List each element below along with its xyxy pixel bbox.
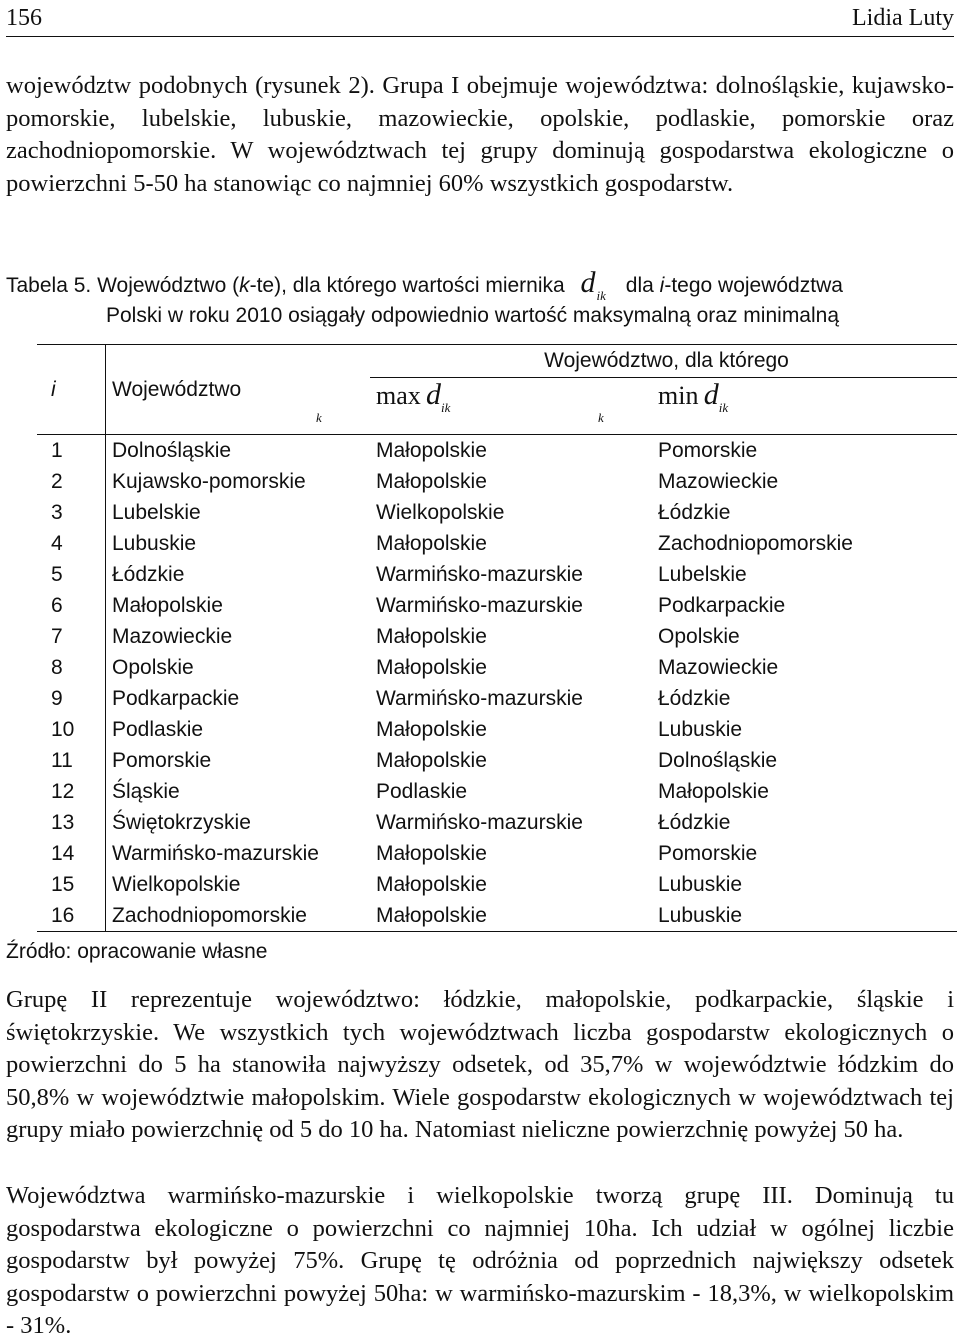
table-row xyxy=(37,652,957,683)
running-author: Lidia Luty xyxy=(852,5,954,31)
row-index: 15 xyxy=(37,869,106,900)
row-index: 1 xyxy=(37,435,106,467)
row-voivodeship: Mazowieckie xyxy=(112,625,233,648)
row-index: 11 xyxy=(37,745,106,776)
row-min-voivodeship: Łódzkie xyxy=(658,811,731,834)
table-row xyxy=(37,435,957,467)
row-max-voivodeship: Małopolskie xyxy=(376,718,487,741)
table-row xyxy=(37,838,957,869)
row-voivodeship: Kujawsko-pomorskie xyxy=(112,470,306,493)
row-index: 3 xyxy=(37,497,106,528)
paragraph-group-1: województw podobnych (rysunek 2). Grupa I obejmuje województwa: dolnośląskie, kujawsko-pomorskie, lubelskie, lubuskie, mazowieckie, opolskie, podlaskie, pomorskie oraz zachodniopomorskie. W województwach tej grupy dominują gospodarstwa ekologiczne o powierzchni 5-50 ha stanowiąc co najmniej 60% wszystkich gospodarstw. xyxy=(6,72,954,197)
row-index: 4 xyxy=(37,528,106,559)
row-max-voivodeship: Małopolskie xyxy=(376,842,487,865)
row-max-voivodeship: Małopolskie xyxy=(376,656,487,679)
row-max-voivodeship: Warmińsko-mazurskie xyxy=(376,563,583,586)
page-number: 156 xyxy=(6,5,42,31)
col-voivodeship-header: Województwo xyxy=(106,345,371,435)
row-max-voivodeship: Małopolskie xyxy=(376,439,487,462)
table-row xyxy=(37,466,957,497)
row-voivodeship: Małopolskie xyxy=(112,594,223,617)
row-min-voivodeship: Łódzkie xyxy=(658,501,731,524)
row-voivodeship: Zachodniopomorskie xyxy=(106,900,371,932)
row-min-voivodeship: Lubelskie xyxy=(658,563,747,586)
row-max-voivodeship: Małopolskie xyxy=(370,900,652,932)
row-max-voivodeship: Małopolskie xyxy=(376,532,487,555)
row-voivodeship: Podlaskie xyxy=(112,718,204,741)
row-index: 12 xyxy=(37,776,106,807)
row-min-voivodeship: Pomorskie xyxy=(658,439,758,462)
col-max-header: $\max d_{ik}$ k xyxy=(370,378,652,435)
row-min-voivodeship: Małopolskie xyxy=(658,780,769,803)
running-header xyxy=(6,0,954,37)
table-row xyxy=(37,683,957,714)
row-max-voivodeship: Małopolskie xyxy=(376,873,487,896)
row-min-voivodeship: Mazowieckie xyxy=(658,656,779,679)
row-max-voivodeship: Małopolskie xyxy=(376,470,487,493)
row-min-voivodeship: Łódzkie xyxy=(658,687,731,710)
col-group-header: Województwo, dla którego xyxy=(370,345,957,378)
row-voivodeship: Lubelskie xyxy=(112,501,201,524)
row-voivodeship: Wielkopolskie xyxy=(112,873,241,896)
caption-label: Tabela 5. xyxy=(6,274,92,297)
row-index: 6 xyxy=(37,590,106,621)
table-row xyxy=(37,621,957,652)
table-row xyxy=(37,714,957,745)
row-max-voivodeship: Wielkopolskie xyxy=(376,501,505,524)
row-index: 2 xyxy=(37,466,106,497)
table-row xyxy=(37,497,957,528)
voivodeship-table xyxy=(37,344,957,932)
row-voivodeship: Pomorskie xyxy=(112,749,212,772)
row-max-voivodeship: Warmińsko-mazurskie xyxy=(376,811,583,834)
row-max-voivodeship: Małopolskie xyxy=(376,625,487,648)
row-min-voivodeship: Pomorskie xyxy=(658,842,758,865)
row-min-voivodeship: Dolnośląskie xyxy=(658,749,778,772)
row-voivodeship: Lubuskie xyxy=(112,532,197,555)
row-min-voivodeship: Opolskie xyxy=(658,625,740,648)
paragraph-group-2: Grupę II reprezentuje województwo: łódzkie, małopolskie, podkarpackie, śląskie i świętokrzyskie. We wszystkich tych województwach liczba gospodarstw ekologicznych o powierzchni do 5 ha stanowiła najwyższy odsetek, od 35,7% w województwie łódzkim do 50,8% w województwie małopolskim. Wiele gospodarstw ekologicznych w województwach tej grupy miało powierzchnię od 5 do 10 ha. Natomiast nieliczne powierzchnię powyżej 50 ha. xyxy=(6,986,954,1143)
row-index: 10 xyxy=(37,714,106,745)
table-source: Źródło: opracowanie własne xyxy=(6,940,268,963)
table-body xyxy=(37,435,957,932)
row-index: 9 xyxy=(37,683,106,714)
row-index: 7 xyxy=(37,621,106,652)
table-row xyxy=(37,900,957,932)
row-voivodeship: Warmińsko-mazurskie xyxy=(112,842,319,865)
row-voivodeship: Łódzkie xyxy=(112,563,185,586)
col-min-header: $\min d_{ik}$ k xyxy=(652,378,957,435)
row-voivodeship: Świętokrzyskie xyxy=(112,811,251,834)
col-i-header: i xyxy=(51,377,56,401)
caption-symbol-dik: $d_{ik}$ xyxy=(580,266,606,303)
table-row xyxy=(37,776,957,807)
table-row xyxy=(37,590,957,621)
table-row xyxy=(37,745,957,776)
row-max-voivodeship: Podlaskie xyxy=(376,780,468,803)
row-min-voivodeship: Lubuskie xyxy=(658,873,743,896)
table-header-row xyxy=(37,345,957,378)
row-voivodeship: Śląskie xyxy=(112,780,180,803)
row-index: 13 xyxy=(37,807,106,838)
row-index: 16 xyxy=(37,900,106,932)
caption-line-1: Tabela 5. Województwo (k-te), dla którego wartości miernika $d_{ik}$ dla i-tego województwa xyxy=(6,266,843,303)
caption-line-2: Polski w roku 2010 osiągały odpowiednio wartość maksymalną oraz minimalną xyxy=(106,304,840,327)
table-row xyxy=(37,869,957,900)
row-max-voivodeship: Warmińsko-mazurskie xyxy=(376,594,583,617)
row-min-voivodeship: Podkarpackie xyxy=(658,594,786,617)
row-index: 14 xyxy=(37,838,106,869)
row-voivodeship: Opolskie xyxy=(112,656,194,679)
row-index: 8 xyxy=(37,652,106,683)
paragraph-group-3: Województwa warmińsko-mazurskie i wielkopolskie tworzą grupę III. Dominują tu gospodarstwa ekologiczne o powierzchni co najmniej 10ha. Ich udział w ogólnej liczbie gospodarstw był powyżej 75%. Grupę tę odróżnia od poprzednich największy odsetek gospodarstw o powierzchni powyżej 50ha: w warmińsko-mazurskim - 18,3%, w wielkopolskim - 31%. xyxy=(6,1182,954,1339)
row-voivodeship: Dolnośląskie xyxy=(112,439,232,462)
table-row xyxy=(37,528,957,559)
row-index: 5 xyxy=(37,559,106,590)
row-min-voivodeship: Lubuskie xyxy=(652,900,957,932)
row-min-voivodeship: Zachodniopomorskie xyxy=(658,532,853,555)
row-min-voivodeship: Lubuskie xyxy=(658,718,743,741)
row-max-voivodeship: Warmińsko-mazurskie xyxy=(376,687,583,710)
table-row xyxy=(37,559,957,590)
row-min-voivodeship: Mazowieckie xyxy=(658,470,779,493)
row-max-voivodeship: Małopolskie xyxy=(376,749,487,772)
table-row xyxy=(37,807,957,838)
row-voivodeship: Podkarpackie xyxy=(112,687,240,710)
